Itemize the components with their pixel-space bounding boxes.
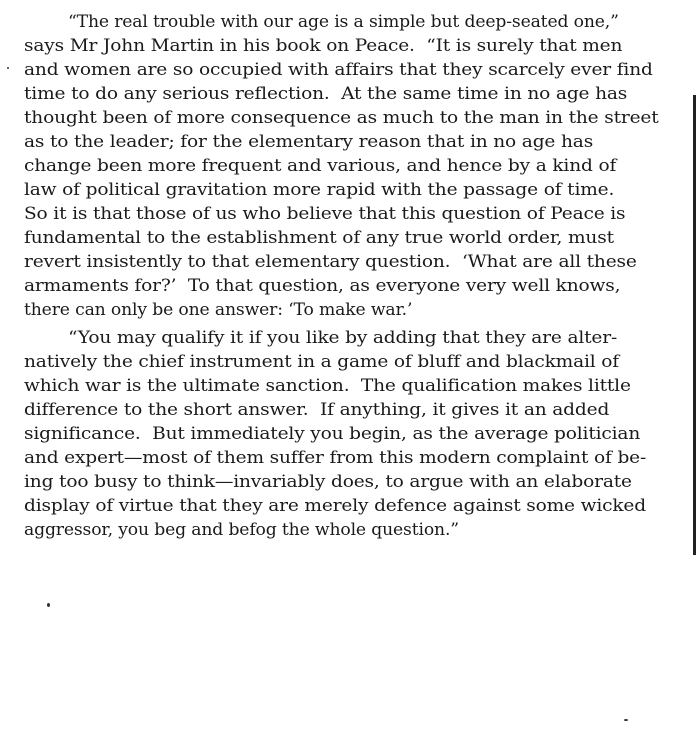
text-line-last: aggressor, you beg and befog the whole question.”: [24, 520, 459, 540]
text-line: time to do any serious reflection. At the same time in no age has: [24, 84, 628, 104]
text-line: armaments for?’ To that question, as everyone very well knows,: [24, 276, 621, 296]
text-line: change been more frequent and various, and hence by a kind of: [24, 156, 617, 176]
text-line: “You may qualify it if you like by adding that they are alter-: [68, 328, 618, 348]
text-line: thought been of more consequence as much to the man in the street: [24, 108, 659, 128]
text-line: and expert—most of them suffer from this modern complaint of be-: [24, 448, 647, 468]
text-line: “The real trouble with our age is a simple but deep-seated one,”: [68, 12, 619, 32]
text-line: difference to the short answer. If anything, it gives it an added: [24, 400, 610, 420]
text-line: says Mr John Martin in his book on Peace. “It is surely that men: [24, 36, 623, 56]
text-line: revert insistently to that elementary question. ‘What are all these: [24, 252, 637, 272]
text-line: and women are so occupied with affairs that they scarcely ever find: [24, 60, 653, 80]
text-line: display of virtue that they are merely defence against some wicked: [24, 496, 646, 516]
text-line: ing too busy to think—invariably does, to argue with an elaborate: [24, 472, 632, 492]
text-line: natively the chief instrument in a game of bluff and blackmail of: [24, 352, 620, 372]
text-line: there can only be one answer: ‘To make war.’: [24, 300, 413, 320]
text-line: significance. But immediately you begin, as the average politician: [24, 424, 641, 444]
margin-rule: [693, 95, 696, 555]
text-line: So it is that those of us who believe that this question of Peace is: [24, 204, 626, 224]
scan-speck: [624, 719, 628, 721]
scan-speck: [47, 603, 50, 607]
text-line: fundamental to the establishment of any true world order, must: [24, 228, 614, 248]
text-line: as to the leader; for the elementary reason that in no age has: [24, 132, 594, 152]
scan-speck: [7, 67, 9, 69]
text-line: which war is the ultimate sanction. The qualification makes little: [24, 376, 631, 396]
text-line: law of political gravitation more rapid with the passage of time.: [24, 180, 615, 200]
